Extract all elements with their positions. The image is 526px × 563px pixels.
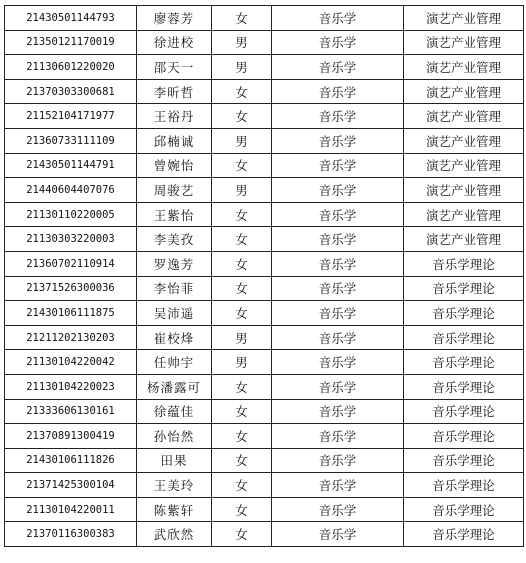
candidate-number-cell: 21130303220003 <box>5 227 137 252</box>
candidate-number-cell: 21130104220023 <box>5 374 137 399</box>
candidate-number-cell: 21152104171977 <box>5 104 137 129</box>
major-cell: 音乐学 <box>272 178 404 203</box>
major-cell: 音乐学 <box>272 79 404 104</box>
direction-cell: 音乐学理论 <box>404 424 524 449</box>
table-row <box>5 325 524 350</box>
student-name-cell: 邵天一 <box>137 55 212 80</box>
student-name-cell: 崔校烽 <box>137 325 212 350</box>
direction-cell: 演艺产业管理 <box>404 104 524 129</box>
direction-cell: 音乐学理论 <box>404 399 524 424</box>
candidate-number-cell: 21430501144793 <box>5 6 137 31</box>
gender-cell: 女 <box>212 153 272 178</box>
major-cell: 音乐学 <box>272 251 404 276</box>
major-cell: 音乐学 <box>272 399 404 424</box>
table-row <box>5 128 524 153</box>
major-cell: 音乐学 <box>272 128 404 153</box>
table-row <box>5 153 524 178</box>
candidate-number-cell: 21430501144791 <box>5 153 137 178</box>
gender-cell: 女 <box>212 227 272 252</box>
gender-cell: 女 <box>212 251 272 276</box>
student-name-cell: 罗逸芳 <box>137 251 212 276</box>
gender-cell: 男 <box>212 128 272 153</box>
student-name-cell: 徐进校 <box>137 30 212 55</box>
direction-cell: 音乐学理论 <box>404 374 524 399</box>
table-row <box>5 79 524 104</box>
major-cell: 音乐学 <box>272 448 404 473</box>
direction-cell: 演艺产业管理 <box>404 6 524 31</box>
gender-cell: 女 <box>212 424 272 449</box>
major-cell: 音乐学 <box>272 202 404 227</box>
gender-cell: 女 <box>212 276 272 301</box>
student-list-table <box>4 5 524 547</box>
direction-cell: 音乐学理论 <box>404 497 524 522</box>
table-row <box>5 202 524 227</box>
table-row <box>5 448 524 473</box>
student-name-cell: 徐蕴佳 <box>137 399 212 424</box>
major-cell: 音乐学 <box>272 424 404 449</box>
gender-cell: 女 <box>212 473 272 498</box>
table-row <box>5 55 524 80</box>
gender-cell: 女 <box>212 79 272 104</box>
candidate-number-cell: 21440604407076 <box>5 178 137 203</box>
gender-cell: 女 <box>212 202 272 227</box>
table-body <box>5 6 524 547</box>
direction-cell: 音乐学理论 <box>404 473 524 498</box>
student-name-cell: 邱楠诚 <box>137 128 212 153</box>
major-cell: 音乐学 <box>272 374 404 399</box>
gender-cell: 女 <box>212 104 272 129</box>
gender-cell: 男 <box>212 178 272 203</box>
table-row <box>5 6 524 31</box>
direction-cell: 演艺产业管理 <box>404 178 524 203</box>
candidate-number-cell: 21370116300383 <box>5 522 137 547</box>
candidate-number-cell: 21360733111109 <box>5 128 137 153</box>
direction-cell: 音乐学理论 <box>404 251 524 276</box>
candidate-number-cell: 21130110220005 <box>5 202 137 227</box>
gender-cell: 女 <box>212 6 272 31</box>
student-name-cell: 王紫怡 <box>137 202 212 227</box>
direction-cell: 音乐学理论 <box>404 522 524 547</box>
gender-cell: 男 <box>212 55 272 80</box>
student-name-cell: 田果 <box>137 448 212 473</box>
student-name-cell: 王美玲 <box>137 473 212 498</box>
candidate-number-cell: 21430106111826 <box>5 448 137 473</box>
candidate-number-cell: 21370891300419 <box>5 424 137 449</box>
gender-cell: 男 <box>212 325 272 350</box>
student-name-cell: 李昕哲 <box>137 79 212 104</box>
direction-cell: 音乐学理论 <box>404 301 524 326</box>
table-row <box>5 276 524 301</box>
student-name-cell: 陈紫轩 <box>137 497 212 522</box>
table-row <box>5 473 524 498</box>
direction-cell: 演艺产业管理 <box>404 153 524 178</box>
student-name-cell: 孙怡然 <box>137 424 212 449</box>
direction-cell: 演艺产业管理 <box>404 79 524 104</box>
table-row <box>5 301 524 326</box>
major-cell: 音乐学 <box>272 30 404 55</box>
table-row <box>5 30 524 55</box>
direction-cell: 音乐学理论 <box>404 448 524 473</box>
student-list-table-wrapper <box>4 5 523 547</box>
student-name-cell: 李美孜 <box>137 227 212 252</box>
major-cell: 音乐学 <box>272 227 404 252</box>
major-cell: 音乐学 <box>272 104 404 129</box>
gender-cell: 女 <box>212 301 272 326</box>
major-cell: 音乐学 <box>272 6 404 31</box>
candidate-number-cell: 21370303300681 <box>5 79 137 104</box>
student-name-cell: 吴沛遥 <box>137 301 212 326</box>
direction-cell: 音乐学理论 <box>404 325 524 350</box>
gender-cell: 男 <box>212 350 272 375</box>
student-name-cell: 任帅宇 <box>137 350 212 375</box>
table-row <box>5 227 524 252</box>
table-row <box>5 178 524 203</box>
candidate-number-cell: 21130601220020 <box>5 55 137 80</box>
major-cell: 音乐学 <box>272 55 404 80</box>
student-name-cell: 王裕丹 <box>137 104 212 129</box>
student-name-cell: 杨潘露可 <box>137 374 212 399</box>
direction-cell: 演艺产业管理 <box>404 128 524 153</box>
gender-cell: 女 <box>212 497 272 522</box>
major-cell: 音乐学 <box>272 153 404 178</box>
gender-cell: 男 <box>212 30 272 55</box>
table-row <box>5 522 524 547</box>
table-row <box>5 399 524 424</box>
major-cell: 音乐学 <box>272 276 404 301</box>
major-cell: 音乐学 <box>272 325 404 350</box>
candidate-number-cell: 21130104220042 <box>5 350 137 375</box>
direction-cell: 演艺产业管理 <box>404 55 524 80</box>
major-cell: 音乐学 <box>272 350 404 375</box>
table-row <box>5 374 524 399</box>
gender-cell: 女 <box>212 399 272 424</box>
student-name-cell: 廖蓉芳 <box>137 6 212 31</box>
direction-cell: 音乐学理论 <box>404 350 524 375</box>
candidate-number-cell: 21371526300036 <box>5 276 137 301</box>
candidate-number-cell: 21371425300104 <box>5 473 137 498</box>
direction-cell: 演艺产业管理 <box>404 227 524 252</box>
direction-cell: 演艺产业管理 <box>404 202 524 227</box>
major-cell: 音乐学 <box>272 301 404 326</box>
major-cell: 音乐学 <box>272 473 404 498</box>
table-row <box>5 424 524 449</box>
candidate-number-cell: 21350121170019 <box>5 30 137 55</box>
student-name-cell: 曾婉怡 <box>137 153 212 178</box>
table-row <box>5 497 524 522</box>
student-name-cell: 武欣然 <box>137 522 212 547</box>
gender-cell: 女 <box>212 522 272 547</box>
candidate-number-cell: 21333606130161 <box>5 399 137 424</box>
table-row <box>5 104 524 129</box>
candidate-number-cell: 21211202130203 <box>5 325 137 350</box>
candidate-number-cell: 21360702110914 <box>5 251 137 276</box>
candidate-number-cell: 21430106111875 <box>5 301 137 326</box>
gender-cell: 女 <box>212 374 272 399</box>
direction-cell: 音乐学理论 <box>404 276 524 301</box>
student-name-cell: 周骏艺 <box>137 178 212 203</box>
candidate-number-cell: 21130104220011 <box>5 497 137 522</box>
table-row <box>5 251 524 276</box>
direction-cell: 演艺产业管理 <box>404 30 524 55</box>
major-cell: 音乐学 <box>272 522 404 547</box>
gender-cell: 女 <box>212 448 272 473</box>
student-name-cell: 李怡菲 <box>137 276 212 301</box>
table-row <box>5 350 524 375</box>
major-cell: 音乐学 <box>272 497 404 522</box>
